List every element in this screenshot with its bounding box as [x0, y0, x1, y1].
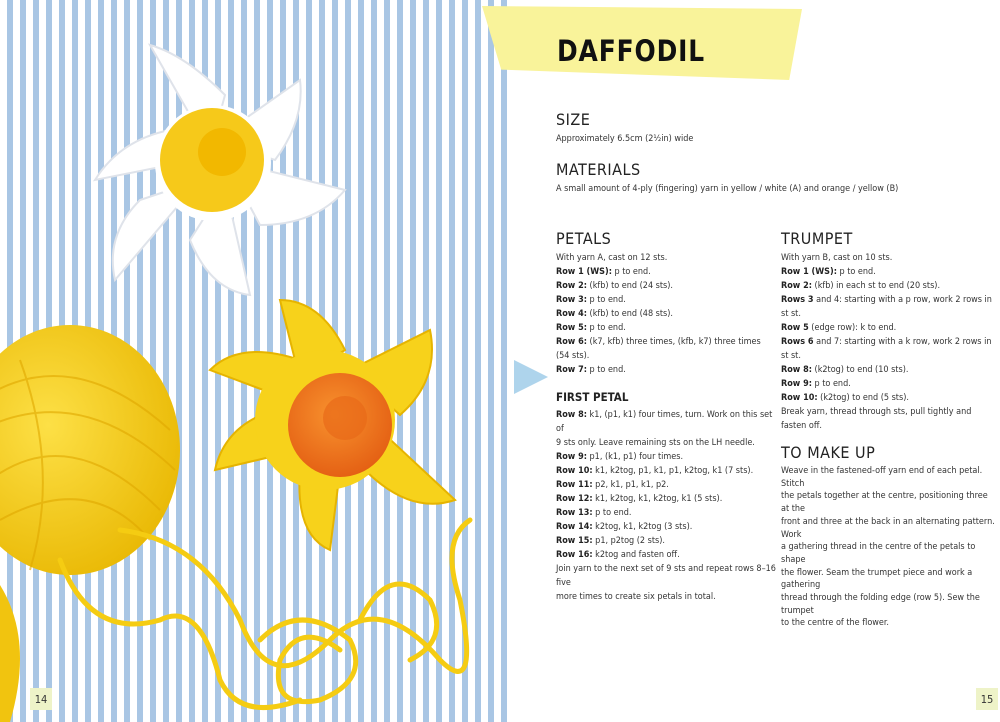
page-number-right: 15 [976, 688, 998, 710]
make-up-line: the flower. Seam the trumpet piece and work a gathering [781, 567, 973, 591]
size-heading: SIZE [556, 110, 591, 129]
trumpet-row: Row 2: (kfb) in each st to end (20 sts). [781, 281, 941, 291]
first-petal-row: Row 10: k1, k2tog, p1, k1, p1, k2tog, k1 (7 sts). [556, 466, 754, 476]
petals-row: Row 5: p to end. [556, 323, 626, 333]
first-petal-row: Row 11: p2, k1, p1, k1, p2. [556, 480, 669, 490]
trumpet-row: Row 5 (edge row): k to end. [781, 323, 897, 333]
first-petal-row: Row 15: p1, p2tog (2 sts). [556, 536, 665, 546]
petals-row: Row 4: (kfb) to end (48 sts). [556, 309, 674, 319]
first-petal-row: Row 12: k1, k2tog, k1, k2tog, k1 (5 sts). [556, 494, 723, 504]
size-text: Approximately 6.5cm (2½in) wide [556, 134, 694, 144]
trumpet-intro: With yarn B, cast on 10 sts. [781, 253, 893, 263]
pointer-arrow [514, 360, 548, 394]
white-daffodil [95, 45, 345, 295]
yellow-daffodil [210, 300, 455, 550]
make-up-line: a gathering thread in the centre of the petals to shape [781, 542, 976, 565]
first-petal-row: Row 8: k1, (p1, k1) four times, turn. Work on this set of [556, 410, 773, 434]
make-up-line: thread through the folding edge (row 5). Sew the trumpet [781, 593, 980, 616]
petals-row: Row 7: p to end. [556, 365, 626, 375]
materials-text: A small amount of 4-ply (fingering) yarn in yellow / white (A) and orange / yellow (B) [556, 184, 899, 194]
first-petal-heading: FIRST PETAL [556, 390, 629, 404]
materials-heading: MATERIALS [556, 160, 641, 179]
make-up-instructions [781, 465, 996, 630]
petals-row: Row 6: (k7, kfb) three times, (kfb, k7) three times (54 sts). [556, 337, 761, 361]
trumpet-row: Row 10: (k2tog) to end (5 sts). [781, 393, 909, 403]
trumpet-row: Row 8: (k2tog) to end (10 sts). [781, 365, 909, 375]
first-petal-row: Join yarn to the next set of 9 sts and repeat rows 8–16 five [556, 564, 776, 588]
make-up-line: Weave in the fastened-off yarn end of each petal. Stitch [781, 466, 983, 489]
first-petal-row: more times to create six petals in total. [556, 592, 716, 602]
first-petal-row: Row 16: k2tog and fasten off. [556, 550, 680, 560]
yarn-ball [0, 325, 180, 722]
petals-row: Row 1 (WS): p to end. [556, 267, 651, 277]
trumpet-row: Break yarn, thread through sts, pull tightly and fasten off. [781, 407, 972, 431]
first-petal-row: Row 9: p1, (k1, p1) four times. [556, 452, 684, 462]
trumpet-heading: TRUMPET [781, 229, 853, 248]
make-up-line: to the centre of the flower. [781, 618, 889, 629]
make-up-line: the petals together at the centre, positioning three at the [781, 491, 988, 515]
trumpet-row: Rows 6 and 7: starting with a k row, work 2 rows in st st. [781, 337, 992, 361]
page-number-left: 14 [30, 688, 52, 710]
trumpet-row: Row 1 (WS): p to end. [781, 267, 876, 277]
pattern-title: DAFFODIL [557, 34, 706, 68]
petals-intro: With yarn A, cast on 12 sts. [556, 253, 668, 263]
petals-row: Row 2: (kfb) to end (24 sts). [556, 281, 674, 291]
first-petal-row: Row 14: k2tog, k1, k2tog (3 sts). [556, 522, 693, 532]
trumpet-row: Rows 3 and 4: starting with a p row, work 2 rows in st st. [781, 295, 992, 319]
make-up-line: front and three at the back in an alternating pattern. Work [781, 516, 995, 540]
first-petal-row: Row 13: p to end. [556, 508, 632, 518]
first-petal-row: 9 sts only. Leave remaining sts on the LH needle. [556, 438, 755, 448]
make-up-heading: TO MAKE UP [781, 443, 876, 462]
trumpet-instructions [781, 251, 996, 433]
first-petal-instructions [556, 408, 781, 604]
petals-row: Row 3: p to end. [556, 295, 626, 305]
trumpet-row: Row 9: p to end. [781, 379, 851, 389]
petals-heading: PETALS [556, 229, 612, 248]
petals-instructions [556, 251, 771, 377]
